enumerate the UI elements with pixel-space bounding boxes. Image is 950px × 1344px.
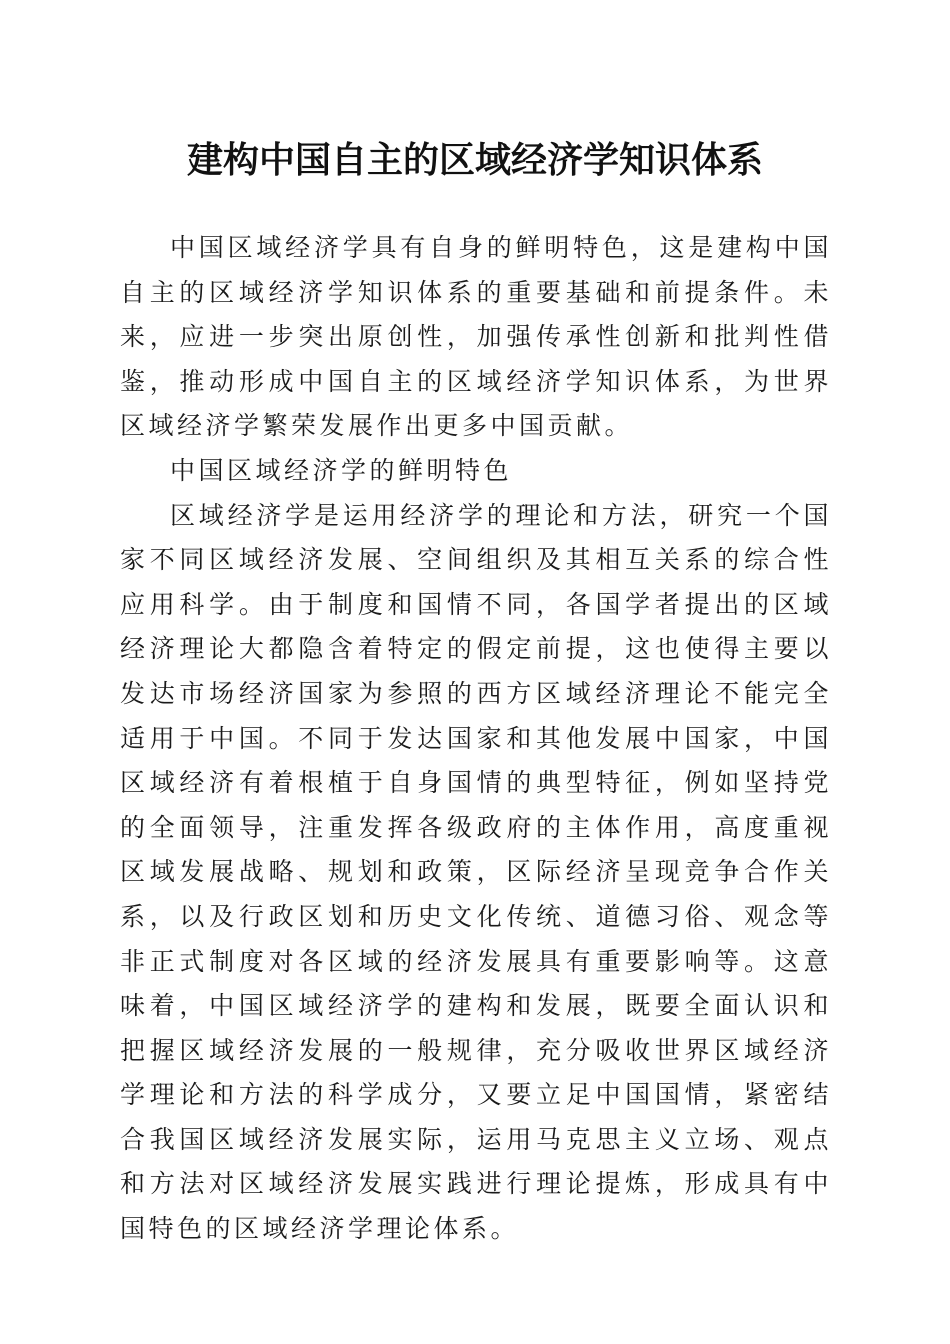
body-paragraph: 区域经济学是运用经济学的理论和方法，研究一个国家不同区域经济发展、空间组织及其相互关系的综合性应用科学。由于制度和国情不同，各国学者提出的区域经济理论大都隐含着特定的假定前提，这也使得主要以发达市场经济国家为参照的西方区域经济理论不能完全适用于中国。不同于发达国家和其他发展中国家，中国区域经济有着根植于自身国情的典型特征，例如坚持党的全面领导，注重发挥各级政府的主体作用，高度重视区域发展战略、规划和政策，区际经济呈现竞争合作关系，以及行政区划和历史文化传统、道德习俗、观念等非正式制度对各区域的经济发展具有重要影响等。这意味着，中国区域经济学的建构和发展，既要全面认识和把握区域经济发展的一般规律，充分吸收世界区域经济学理论和方法的科学成分，又要立足中国国情，紧密结合我国区域经济发展实际，运用马克思主义立场、观点和方法对区域经济发展实践进行理论提炼，形成具有中国特色的区域经济学理论体系。 xyxy=(120,500,832,1244)
intro-paragraph: 中国区域经济学具有自身的鲜明特色，这是建构中国自主的区域经济学知识体系的重要基础和前提条件。未来，应进一步突出原创性，加强传承性创新和批判性借鉴，推动形成中国自主的区域经济学知识体系，为世界区域经济学繁荣发展作出更多中国贡献。 xyxy=(120,233,832,441)
section-heading: 中国区域经济学的鲜明特色 xyxy=(170,455,513,485)
document-body xyxy=(120,226,832,1252)
document-title: 建构中国自主的区域经济学知识体系 xyxy=(186,139,763,181)
